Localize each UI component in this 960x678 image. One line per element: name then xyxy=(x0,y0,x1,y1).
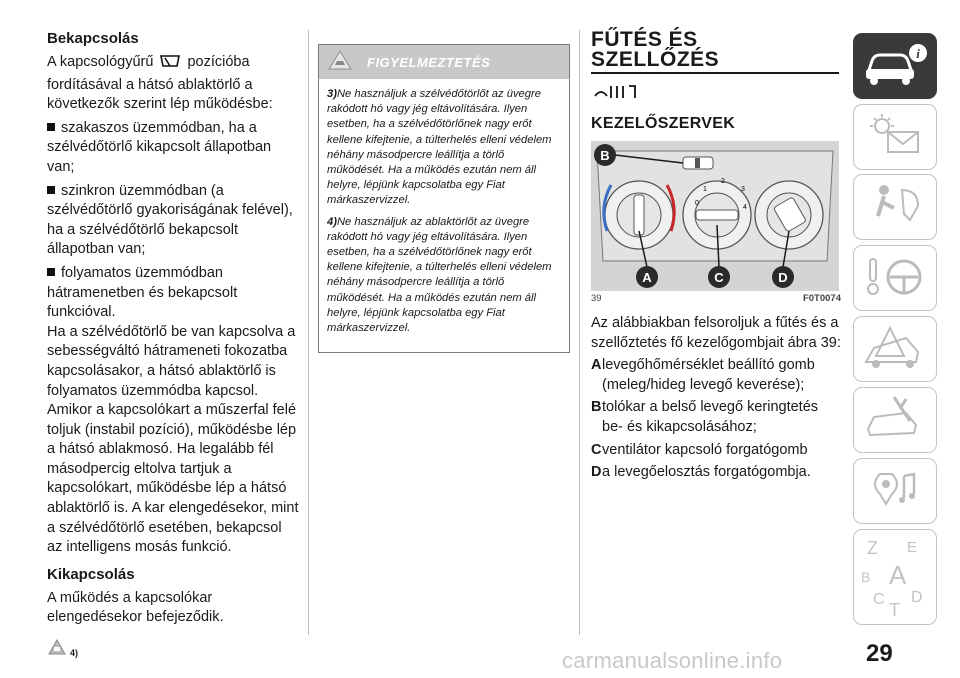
figure-caption xyxy=(591,293,841,304)
warning-header xyxy=(319,45,569,79)
index-letters-icon xyxy=(857,532,933,623)
list-item: B tolókar a belső levegő keringtetés be- és kikapcsolásához; xyxy=(591,399,819,435)
paragraph-reverse: Ha a szélvédőtörlő be van kapcsolva a sebességváltó hátrameneti fokozatba kapcsolásakor, a hátsó ablaktörlő is folyamatos üzemmódba kapcsol. xyxy=(47,323,296,399)
left-column xyxy=(47,30,299,658)
breakdown-icon xyxy=(860,322,930,377)
paragraph-washer: Amikor a kapcsolókart a műszerfal felé toljuk (instabil pozíció), működésbe lép a hátsó ablakmosó. Ha legalább fél másodpercig eltolva tartjuk a kapcsolókart, működésbe lép a hátsó ablaktörlő is. A kar elengedésekor, mint a szélvédőtörlő esetében, bekapcsol az intelligens mosás funkció. xyxy=(47,402,299,556)
paragraph-off: A működés a kapcsolókar elengedésekor befejeződik. xyxy=(47,589,224,626)
warning-body xyxy=(319,79,569,352)
list-item: D a levegőelosztás forgatógombja. xyxy=(591,464,811,481)
svg-text:2: 2 xyxy=(721,178,725,185)
key-steering-icon xyxy=(860,251,930,306)
warning-box xyxy=(318,44,570,353)
bullet-item: szinkron üzemmódban (a szélvédőtörlő gyakoriságának felével), ha a szélvédőtörlő bekapcsolt állapotban van; xyxy=(47,182,293,258)
square-bullet-icon xyxy=(47,268,55,276)
right-column xyxy=(591,30,841,483)
tab-maintenance[interactable] xyxy=(853,387,937,453)
figure-code: F0T0074 xyxy=(802,293,841,304)
svg-text:D: D xyxy=(911,588,923,606)
svg-text:T: T xyxy=(889,599,900,618)
heading-bekapcsolas: Bekapcsolás xyxy=(47,30,139,47)
tab-multimedia[interactable] xyxy=(853,458,937,524)
intro-paragraph: A kapcsológyűrű pozícióba fordításával a hátsó ablaktörlő a következők szerint lép működésbe: xyxy=(47,54,273,113)
svg-text:C: C xyxy=(873,590,885,608)
tab-dashboard-lights[interactable] xyxy=(853,104,937,170)
warning-triangle-icon xyxy=(327,49,353,76)
square-bullet-icon xyxy=(47,186,55,194)
bullet-item: szakaszos üzemmódban, ha a szélvédőtörlő kikapcsolt állapotban van; xyxy=(47,119,272,175)
list-item: C ventilátor kapcsoló forgatógomb xyxy=(591,441,808,458)
svg-text:0: 0 xyxy=(695,200,699,207)
bullet-item: folyamatos üzemmódban hátramenetben és bekapcsolt funkcióval. xyxy=(47,264,238,321)
maintenance-icon xyxy=(860,393,930,448)
section-title: FŰTÉS ÉS SZELLŐZÉS xyxy=(591,28,720,71)
warning-car-icon xyxy=(47,638,67,658)
tab-starting-driving[interactable] xyxy=(853,245,937,311)
middle-column xyxy=(318,44,570,353)
callout-c: C xyxy=(714,270,724,285)
svg-text:B: B xyxy=(861,568,871,585)
list-item: A levegőhőmérséklet beállító gomb (meleg/hideg levegő keverése); xyxy=(591,357,815,393)
tab-car-info[interactable] xyxy=(853,33,937,99)
svg-text:E: E xyxy=(907,538,918,556)
svg-text:Z: Z xyxy=(867,537,878,558)
svg-text:4: 4 xyxy=(743,204,747,211)
figure-number: 39 xyxy=(591,293,602,304)
controls-figure xyxy=(591,141,839,291)
climate-icon xyxy=(591,82,841,107)
warning-title: FIGYELMEZTETÉS xyxy=(367,54,491,70)
tab-safety[interactable] xyxy=(853,174,937,240)
safety-airbag-icon xyxy=(860,180,930,235)
warning-item: 3)Ne használjuk a szélvédőtörlőt az üvegre rakódott hó vagy jég eltávolítására. Ilyen esetben, ha a szélvédőtörlőnek nagy erőt kellene kifejtenie, a túlterhelés elleni védelem néhány másodpercre leállítja a törlő működését. Ha a működés ezután nem áll helyre, lépjünk kapcsolatba egy Fiat márkaszervizzel. xyxy=(327,88,552,207)
rear-wiper-icon xyxy=(159,53,181,76)
car-info-icon xyxy=(860,39,930,94)
svg-text:A: A xyxy=(889,559,907,590)
climate-controls-drawing xyxy=(591,141,839,291)
svg-text:i: i xyxy=(916,45,920,61)
heading-kikapcsolas: Kikapcsolás xyxy=(47,565,135,583)
warning-reference[interactable]: 4) xyxy=(47,638,299,658)
warning-item: 4)Ne használjuk az ablaktörlőt az üvegre rakódott hó vagy jég eltávolítására. Ilyen esetben, ha a szélvédőtörlőnek nagy erőt kellene kifejtenie, a túlterhelés elleni védelem néhány másodpercre leállítja a törlő működését. Ha a működés ezután nem áll helyre, lépjünk kapcsolatba egy Fiat márkaszervizzel. xyxy=(327,215,552,335)
controls-intro: Az alábbiakban felsoroljuk a fűtés és a szellőztetés fő kezelőgombjait ábra 39: xyxy=(591,315,841,351)
svg-text:1: 1 xyxy=(703,186,707,193)
section-rule xyxy=(591,72,839,74)
watermark: carmanualsonline.info xyxy=(562,648,783,673)
page-number: 29 xyxy=(866,640,893,667)
square-bullet-icon xyxy=(47,123,55,131)
tab-emergency[interactable] xyxy=(853,316,937,382)
subsection-title: KEZELŐSZERVEK xyxy=(591,115,736,132)
callout-b: B xyxy=(600,148,610,163)
multimedia-icon xyxy=(860,464,930,519)
column-divider xyxy=(308,30,309,635)
column-divider xyxy=(579,30,580,635)
dashboard-lights-icon xyxy=(860,110,930,165)
svg-text:3: 3 xyxy=(741,186,745,193)
tab-index[interactable] xyxy=(853,529,937,625)
callout-a: A xyxy=(642,270,652,285)
callout-d: D xyxy=(778,270,788,285)
